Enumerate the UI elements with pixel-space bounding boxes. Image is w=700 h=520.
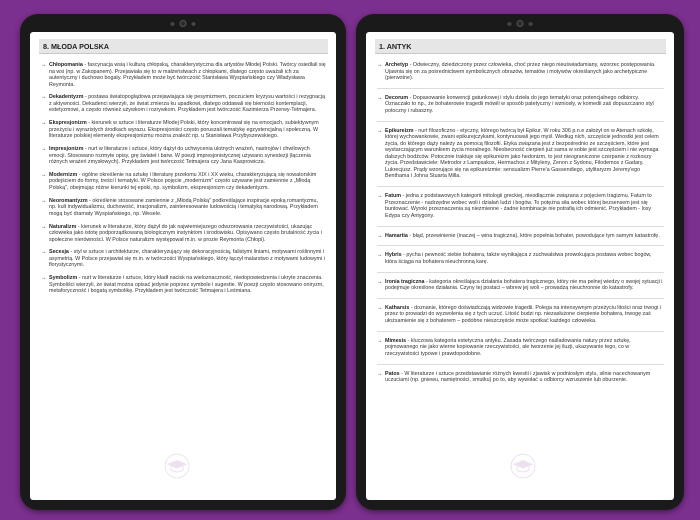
graduation-cap-watermark-icon (506, 452, 540, 480)
entry-term: Archetyp (385, 62, 409, 68)
entry-term: Katharsis (385, 304, 410, 311)
entry-term: Hybris (385, 252, 402, 259)
entry-term: Dekadentyzm (49, 94, 84, 101)
glossary-entry (377, 95, 664, 115)
glossary-entry (377, 193, 664, 219)
arrow-right-icon: → (41, 197, 47, 204)
glossary-entry (377, 371, 664, 384)
glossary-entry (41, 198, 326, 218)
entry-definition: - kluczowa kategoria estetyczna antyku. Zasada twórczego naśladowania natury przez sztukę, pojmowanego nie jako wierne kopiowanie rzeczywistości, ale tworzenie jej iluzji, ukazywanie tego, co w rzeczywistości typowe i prawdopodobne. (385, 337, 631, 357)
arrow-right-icon: → (377, 304, 383, 311)
divider (377, 245, 664, 246)
arrow-right-icon: → (41, 94, 47, 101)
arrow-right-icon: → (377, 370, 383, 377)
entry-definition: - fascynacja wsią i kulturą chłopską, charakterystyczna dla artystów Młodej Polski. Twórcy osiedlali się na wsi (np. w Zakopanem). Przejawiała się to w małżeństwach z chłopkami, dlatego często uważali ich za autentyczny i duchowo bogaty. Przykładem może być twórczość Stanisława Wyspiańskiego czy Władysława Reymonta. (49, 62, 326, 88)
camera-icon (508, 20, 533, 27)
arrow-right-icon: → (377, 127, 383, 134)
glossary-list (41, 62, 326, 295)
divider (377, 226, 664, 227)
glossary-entry (41, 224, 326, 244)
arrow-right-icon: → (41, 249, 47, 256)
entry-term: Fatum (385, 193, 402, 200)
glossary-entry (377, 338, 664, 358)
arrow-right-icon: → (41, 223, 47, 230)
entry-definition: - nurt filozoficzno - etyczny, którego twórcą był Epikur. W roku 306 p.n.e założył on w Atenach szkołę, której wychowankowie, zwani epikurejczykami, kontynuowali jego myśl. Według nich, szczęście jednostki jest celem życia, do którego dąży należy za pomocą filozofii. Etyka związana jest z bezpośrednio ze szczęściem, które jest wystarczającym warunkiem życia moralnego. Nieobecność cierpień już sama w sobie jest szczęściem i nie wymaga dalszych bodźców. Potocznie traktuje się epikureizm jako hedonizm, to jest nieograniczone czerpanie z rozkoszy życia. Przedstawiciele: Metrodor z Lampsakos, Hermachos z Mityleny, Zenon z Sydonu, Filodemos z Gadary, Lukrecjusz. Prądy wzorujące się na epikureizmie: sensualizm Pierre'a Gassendiego, utylitaryzm Jeremy'ego Benthama i Johna Stuarta Milla. (385, 127, 659, 180)
arrow-right-icon: → (377, 94, 383, 101)
divider (377, 298, 664, 299)
glossary-entry (377, 252, 664, 265)
entry-term: Mimesis (385, 337, 407, 344)
entry-definition: - pycha i pewność siebie bohatera, także wynikająca z zuchwalstwa prowokująca postawa wobec bogów, która ściąga na bohatera nieuchronną karę. (385, 252, 652, 265)
glossary-entry (41, 146, 326, 166)
entry-definition: - kierunek w sztuce i literaturze Młodej Polski, który koncentrował się na emocjach, subiektywnym przeżyciu i wyrazistych środkach wyrazu. Ekspresjoniści często poruszali tematykę egzystencjalną i społeczną. W literaturze polskiej elementy ekspresjonizmu można znaleźć np. u Stanisława Przybyszewskiego. (49, 120, 319, 140)
entry-term: Epikureizm (385, 127, 414, 134)
glossary-entry (41, 275, 326, 295)
glossary-entry (377, 62, 664, 82)
arrow-right-icon: → (377, 232, 383, 239)
entry-definition: - błąd, przewinienie (inaczej – wina tragiczna), które popełnia bohater, powodujące tym samym katastrofę. (409, 232, 660, 239)
entry-term: Ekspresjonizm (49, 120, 87, 127)
arrow-right-icon: → (41, 275, 47, 282)
right-document-page[interactable] (366, 32, 674, 500)
arrow-right-icon: → (377, 193, 383, 200)
arrow-right-icon: → (41, 120, 47, 127)
glossary-entry (41, 94, 326, 114)
entry-term: Secesja (49, 249, 69, 256)
entry-definition: - kategoria określająca działania bohatera tragicznego, który nie ma pełnej wiedzy o swojej sytuacji i podejmuje określone działania. Czyny tej postaci – wbrew jej woli – prowadzą nieuchronnie do katastrofy. (385, 278, 663, 292)
entry-term: Ironia tragiczna (385, 278, 425, 285)
arrow-right-icon: → (41, 146, 47, 153)
entry-definition: - ogólne określenie na sztukę i literaturę przełomu XIX i XX wieku, charakteryzującą się nowatorskim podejściem do formy, treści i tematyki. W Polsce pojęcie „modernizm" często używane jest zamiennie z „Młodą Polską", obejmując różne kierunki tej epoki, np. symbolizm, ekspresjonizm czy dekadentyzm. (49, 171, 317, 191)
glossary-entry (41, 62, 326, 88)
entry-definition: - jedna z podstawowych kategorii mitologii greckiej, nieodłącznie związana z pojęciem tragizmu. Fatum to Przeznaczenie - nadrzędne wobec woli i działań ludzi i bogów. To potężna siła wobec której bezsensem jest się buntować. Wyroki przeznaczenia są niezmienne - żadne kombinacje nie potrafią ich odmienić. Przykładem - losy Edypa czy Antygony. (385, 193, 652, 219)
glossary-entry (377, 128, 664, 180)
entry-definition: - określenie stosowane zamiennie z „Młodą Polską" podkreślające inspiracje epoką romantyzmu, np. kult indywidualizmu, duchowość, irracjonalizm, zainteresowanie ludowością i tematyką narodową. Przykładem mogą być dramaty Wyspiańskiego, np. Wesele. (49, 197, 318, 217)
entry-definition: - nurt w literaturze i sztuce, który dążył do uchwycenia ulotnych wrażeń, nastrojów i chwilowych emocji. Stosowano rozmyte opisy, grę świateł i barw. W poezji impresjonistycznej używano synestezji (łączenia różnych wrażeń zmysłowych). Przykładem jest twórczość Tetmajera czy Jana Kasprowicza. (49, 146, 311, 166)
entry-term: Hamartia (385, 232, 408, 239)
entry-term: Decorum (385, 94, 409, 101)
entry-term: Patos (385, 370, 400, 377)
divider (377, 364, 664, 365)
entry-definition: - Dopasowanie konwencji gatunkowej i stylu dzieła do jego tematyki oraz potencjalnego odbiorcy. Oznaczało to np., że bohaterowie tragedii mówili w sposób patetyczny i wzniosły, w komedii zaś dopuszczano styl potoczny i rubaszny. (385, 94, 654, 114)
glossary-entry (377, 279, 664, 292)
left-tablet (20, 14, 346, 510)
entry-definition: - postawa światopoglądowa przejawiająca się pesymizmem, poczuciem kryzysu wartości i rezygnacją z aktywności. Dekadenci wierzyli, że świat zmierza ku upadkowi, dlatego oddawali się bierności kontemplacji, estetyzmowi, a często również używkom i rozrywkom. Przykładem jest twórczość Kazimierza Przerwy-Tetmajera. (49, 94, 325, 114)
entry-term: Symbolizm (49, 275, 78, 282)
glossary-entry (41, 172, 326, 192)
divider (377, 272, 664, 273)
entry-definition: - W literaturze i sztuce przedstawianie różnych kwestii i zjawisk w podniosłym stylu, silnie nacechowanym uczuciami (np. gniewu, namiętności, smutku) po to, aby wywołać u odbiorcy wzruszenie lub oburzenie. (385, 370, 651, 384)
entry-definition: - kierunek w literaturze, który dążył do jak najwierniejszego odwzorowania rzeczywistości, ukazując człowieka jako istotę podporządkowaną biologicznym instynktom i środowisku. Opisywano często brutalność życia i społeczne nierówności. W Polsce naturalizm występował m.in. w prozie Reymonta (Chłopi). (49, 223, 322, 243)
glossary-entry (377, 305, 664, 325)
arrow-right-icon: → (41, 171, 47, 178)
entry-definition: - Odwieczny, dziedziczony przez człowieka, choć przez niego nieuświadamiany, wzorzec postępowania. Ujawnia się on za pośrednictwem symbolicznych obrazów, tematów i motywów określanych jako archetypiczne (pierwotne). (385, 62, 656, 82)
entry-term: Impresjonizm (49, 146, 84, 153)
page-title: 1. ANTYK (375, 39, 666, 54)
glossary-entry (41, 120, 326, 140)
arrow-right-icon: → (377, 62, 383, 68)
arrow-right-icon: → (377, 278, 383, 285)
divider (377, 88, 664, 89)
glossary-entry (377, 233, 664, 240)
glossary-entry (41, 249, 326, 269)
entry-definition: - doznanie, którego doświadczają widzowie tragedii. Polega na intensywnym przeżyciu litości oraz trwogi i przez to prowadzi do wyzwolenia się z tych uczuć. Litość budzi np. niezasłużone cierpienie bohatera, trwogę zaś ułożsamienie się z bohaterem – podobne nieszczęście może spotkać każdego człowieka. (385, 304, 661, 324)
entry-term: Chłopomania (49, 62, 83, 68)
graduation-cap-watermark-icon (160, 452, 194, 480)
arrow-right-icon: → (377, 337, 383, 344)
camera-icon (171, 20, 196, 27)
arrow-right-icon: → (41, 62, 47, 68)
divider (377, 331, 664, 332)
entry-definition: - styl w sztuce i architekturze, charakteryzujący się dekoracyjnością, falistymi liniami, motywami roślinnymi i asymetrią. W Polsce przejawiał się m.in. w twórczości Wyspiańskiego, który łączył malarstwo z motywami ludowymi i florystycznymi. (49, 249, 325, 269)
divider (377, 186, 664, 187)
entry-term: Neoromantyzm (49, 197, 88, 204)
left-document-page[interactable] (30, 32, 336, 500)
entry-term: Modernizm (49, 171, 78, 178)
entry-definition: - nurt w literaturze i sztuce, który kładł nacisk na wieloznaczność, niedopowiedzenia i ukryte znaczenia. Symboliści wierzyli, że świat można opisać jedynie poprzez symbole i sugestie. W poezji często stosowano oniryzm, metaforyczność i bogatą symbolikę. Przykładem jest twórczość Tetmajera i Leśmiana. (49, 275, 324, 295)
entry-term: Naturalizm (49, 223, 77, 230)
page-title: 8. MŁODA POLSKA (39, 39, 328, 54)
glossary-list (377, 62, 664, 384)
arrow-right-icon: → (377, 252, 383, 259)
right-tablet (356, 14, 684, 510)
divider (377, 121, 664, 122)
